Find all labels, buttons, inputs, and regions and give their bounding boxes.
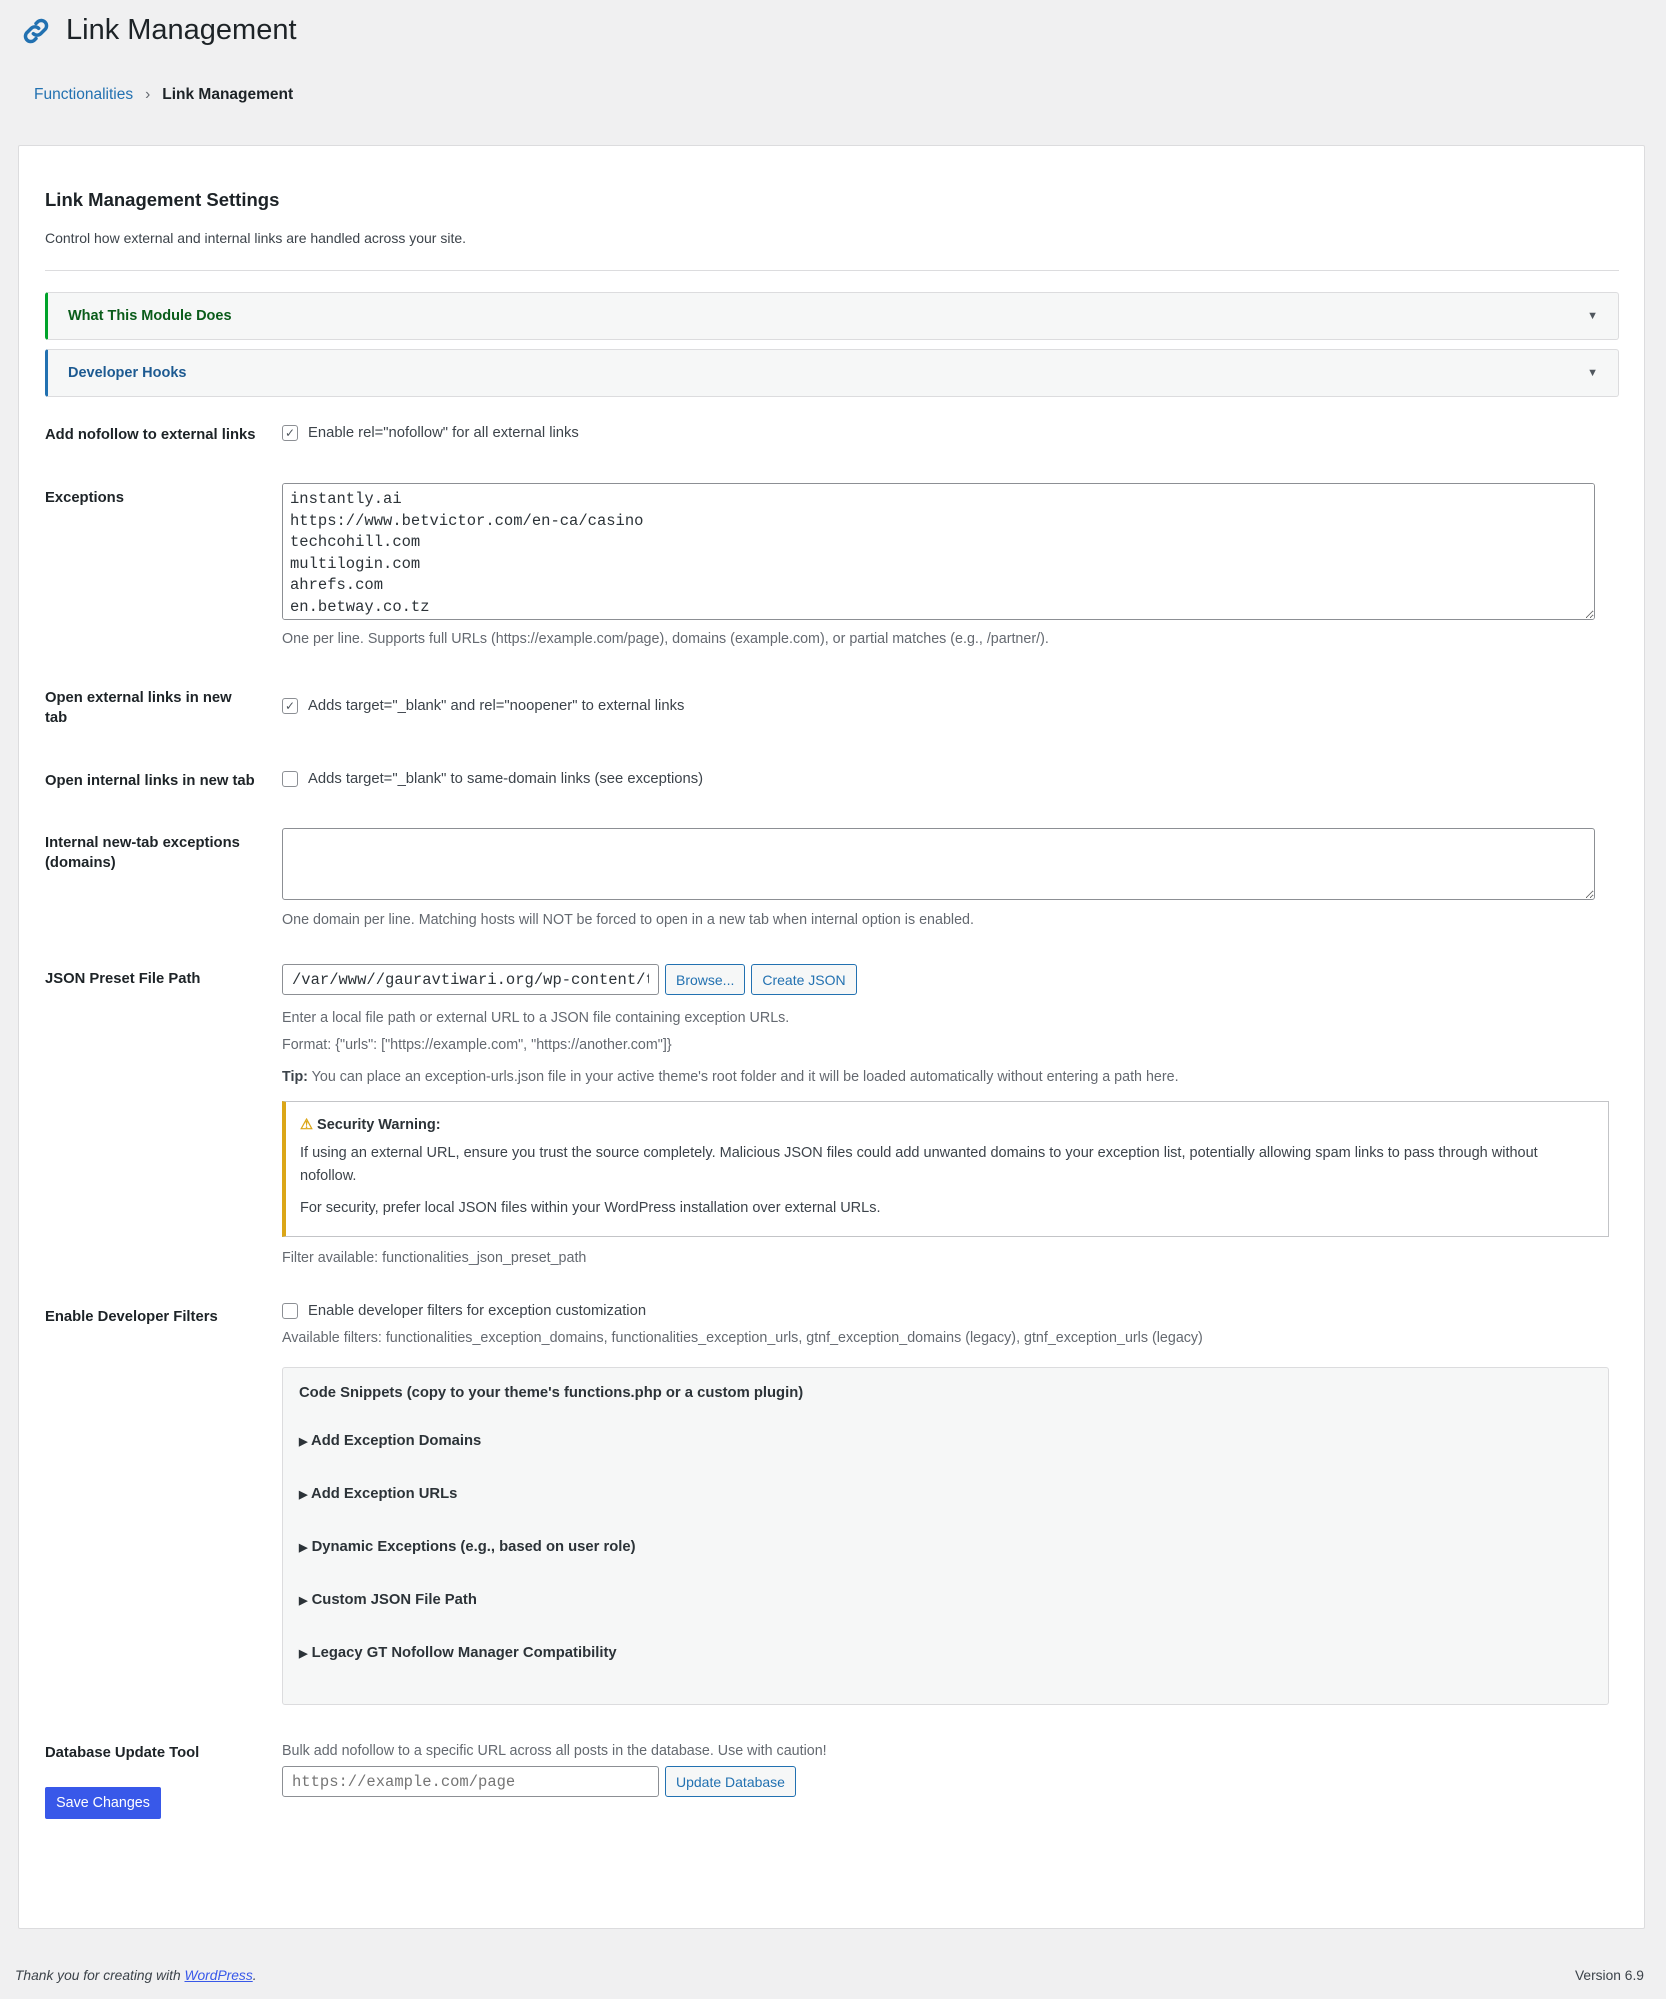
json-filter-note: Filter available: functionalities_json_preset_path [282,1250,587,1266]
available-filters: Available filters: functionalities_exception_domains, functionalities_exception_urls, gtnf_exception_domains (legacy), gtnf_exception_urls (legacy) [282,1330,1203,1346]
db-tool-help: Bulk add nofollow to a specific URL across all posts in the database. Use with caution! [282,1743,827,1759]
link-icon [20,15,52,47]
warning-paragraph: If using an external URL, ensure you trust the source completely. Malicious JSON files could add unwanted domains to your exception list, potentially allowing spam links to pass through without nofollow. [300,1145,1538,1184]
snippet-toggle[interactable] [299,1645,617,1661]
snippet-toggle[interactable] [299,1486,457,1502]
wordpress-link[interactable]: WordPress [184,1968,253,1983]
caret-down-icon: ▼ [1587,310,1598,322]
triangle-right-icon: ▶ [299,1489,308,1501]
snippet-label: Dynamic Exceptions (e.g., based on user role) [311,1539,636,1555]
browse-button[interactable]: Browse... [665,964,745,995]
triangle-right-icon: ▶ [299,1648,308,1660]
accordion-label: What This Module Does [68,308,232,324]
snippet-label: Add Exception URLs [311,1486,458,1502]
checkbox-label: Enable developer filters for exception customization [308,1303,647,1319]
tip-label: Tip: [282,1069,308,1085]
snippet-label: Legacy GT Nofollow Manager Compatibility [311,1645,617,1661]
footer-text: Thank you for creating with [15,1968,185,1983]
warning-paragraph: For security, prefer local JSON files within your WordPress installation over external URLs. [300,1200,881,1216]
warning-title-text: Security Warning: [317,1117,441,1133]
checkbox-label: Adds target="_blank" to same-domain links (see exceptions) [308,771,704,787]
accordion-what-module-does[interactable] [45,292,1619,340]
internal-exceptions-label: Internal new-tab exceptions (domains) [45,835,240,871]
external-new-tab-checkbox[interactable] [282,698,684,714]
footer-end: . [252,1968,257,1983]
version: Version 6.9 [1574,1968,1644,1983]
settings-heading: Link Management Settings [45,189,280,210]
checkbox-empty[interactable] [282,1303,298,1319]
footer-credit [15,1968,257,1983]
json-preset-input[interactable] [282,964,659,995]
checkmark-icon[interactable]: ✓ [282,425,298,441]
breadcrumb-separator: › [145,86,151,103]
db-tool-label: Database Update Tool [45,1745,200,1761]
exceptions-textarea[interactable] [282,483,1595,620]
save-changes-button[interactable]: Save Changes [45,1787,161,1819]
checkbox-label: Adds target="_blank" and rel="noopener" to external links [308,698,685,714]
exceptions-help: One per line. Supports full URLs (https://example.com/page), domains (example.com), or partial matches (e.g., /partner/). [282,631,1049,647]
dev-filters-label: Enable Developer Filters [45,1309,218,1325]
update-database-button[interactable]: Update Database [665,1766,796,1797]
internal-exceptions-textarea[interactable] [282,828,1595,900]
code-snippets-panel [282,1367,1609,1705]
exceptions-label: Exceptions [45,490,124,506]
snippet-toggle[interactable] [299,1592,477,1608]
divider [45,270,1619,271]
warning-icon: ⚠ [300,1117,313,1133]
tip-text: You can place an exception-urls.json file in your active theme's root folder and it will be loaded automatically without entering a path here. [311,1069,1179,1085]
settings-card [18,145,1645,1929]
json-preset-label: JSON Preset File Path [45,971,201,987]
snippet-toggle[interactable] [299,1433,481,1449]
internal-new-tab-checkbox[interactable] [282,771,703,787]
triangle-right-icon: ▶ [299,1542,308,1554]
json-format-help: Format: {"urls": ["https://example.com", "https://another.com"]} [282,1037,672,1053]
breadcrumb-functionalities[interactable]: Functionalities [34,86,134,103]
triangle-right-icon: ▶ [299,1436,308,1448]
breadcrumb-current: Link Management [162,86,294,103]
page-header [20,14,297,47]
security-warning [282,1101,1609,1237]
checkbox-label: Enable rel="nofollow" for all external links [308,425,579,441]
external-new-tab-label: Open external links in new tab [45,690,232,726]
snippet-label: Custom JSON File Path [311,1592,477,1608]
nofollow-checkbox[interactable] [282,425,579,441]
settings-description: Control how external and internal links are handled across your site. [45,230,467,246]
code-snippets-title: Code Snippets (copy to your theme's functions.php or a custom plugin) [299,1385,804,1401]
internal-new-tab-label: Open internal links in new tab [45,773,255,789]
page-title: Link Management [66,14,297,46]
triangle-right-icon: ▶ [299,1595,308,1607]
caret-down-icon: ▼ [1587,367,1598,379]
db-url-input[interactable] [282,1766,659,1797]
json-preset-help: Enter a local file path or external URL to a JSON file containing exception URLs. [282,1010,790,1026]
json-preset-controls [282,964,857,995]
internal-exceptions-help: One domain per line. Matching hosts will NOT be forced to open in a new tab when internal option is enabled. [282,912,974,928]
checkmark-icon[interactable]: ✓ [282,698,298,714]
dev-filters-checkbox[interactable] [282,1303,646,1319]
db-tool-controls [282,1766,796,1797]
json-tip [282,1069,1179,1085]
warning-title [300,1114,1594,1137]
accordion-label: Developer Hooks [68,365,187,381]
snippet-toggle[interactable] [299,1539,636,1555]
nofollow-label: Add nofollow to external links [45,427,256,443]
create-json-button[interactable]: Create JSON [751,964,856,995]
accordion-developer-hooks[interactable] [45,349,1619,397]
snippet-label: Add Exception Domains [311,1433,482,1449]
breadcrumb [34,86,293,104]
checkbox-empty[interactable] [282,771,298,787]
